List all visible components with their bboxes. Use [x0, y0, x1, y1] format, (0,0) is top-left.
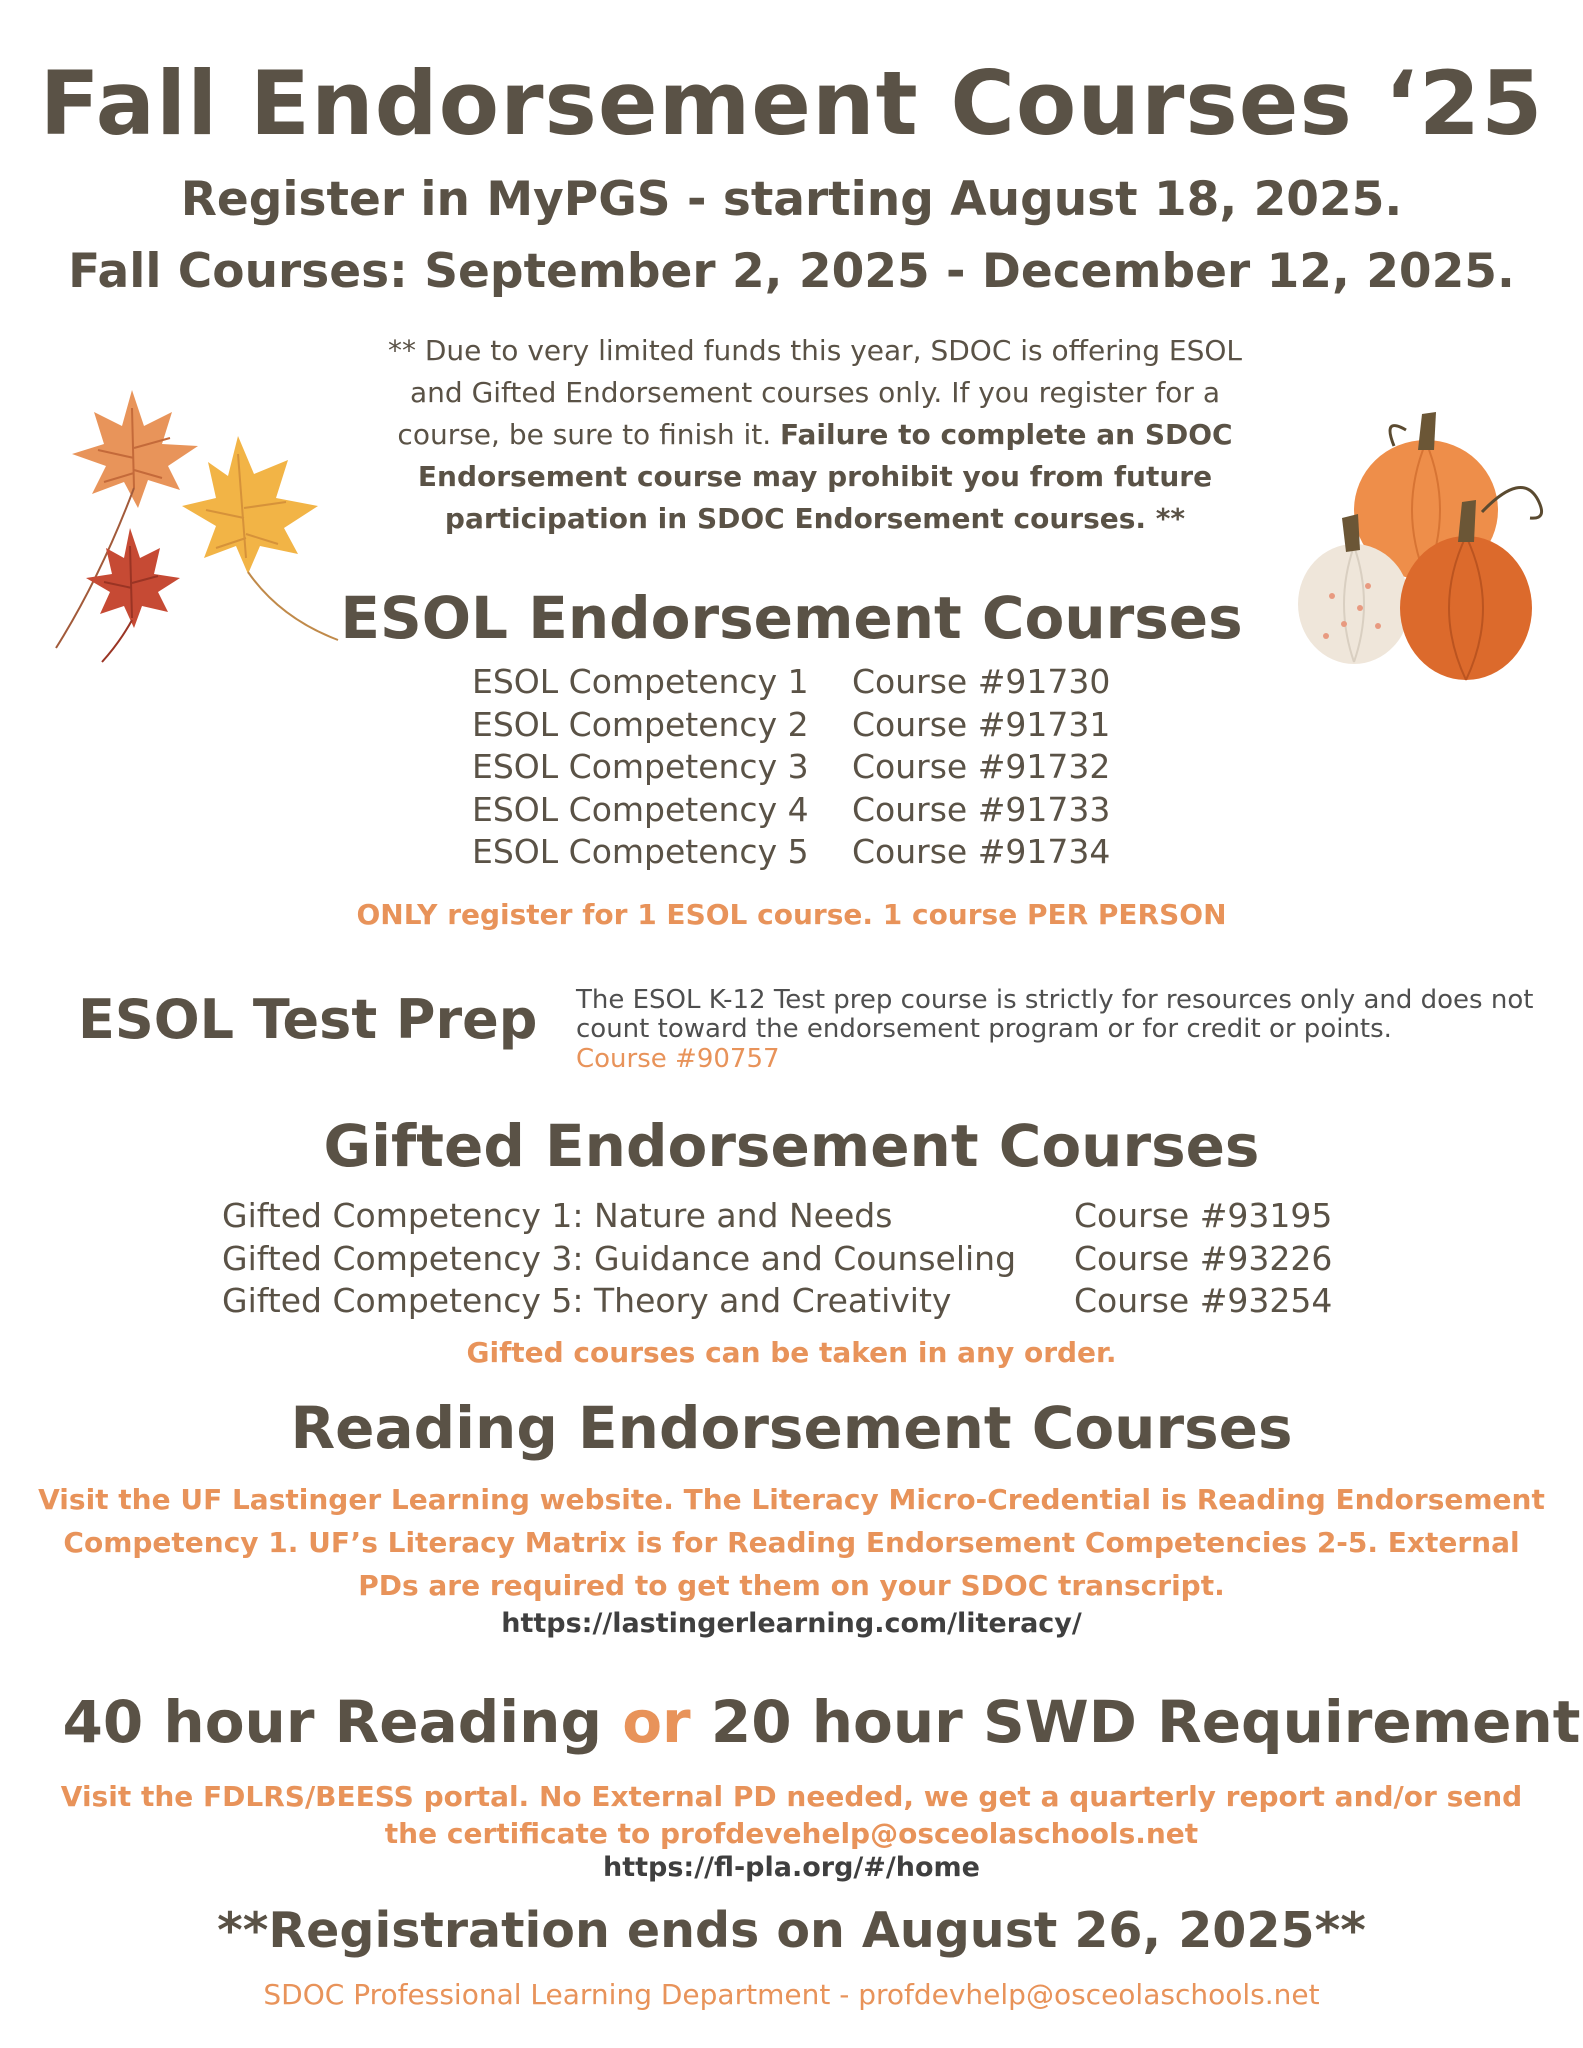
list-item: [0, 790, 1583, 833]
list-item: [0, 1196, 1583, 1239]
course-name: Gifted Competency 3: Guidance and Counseling: [222, 1238, 1017, 1278]
registration-deadline: **Registration ends on August 26, 2025**: [217, 1902, 1366, 1959]
list-item: [0, 705, 1583, 748]
course-name: ESOL Competency 4: [472, 789, 809, 829]
funds-notice: [360, 330, 1270, 540]
esol-course-list: [0, 662, 1583, 875]
course-number: Course #93226: [1074, 1238, 1333, 1278]
course-name: ESOL Competency 5: [472, 832, 809, 871]
course-number: Course #91734: [852, 832, 1111, 871]
reading-link[interactable]: https://lastingerlearning.com/literacy/: [501, 1608, 1082, 1639]
requirement-title-part2: 20 hour SWD Requirement: [690, 1688, 1581, 1756]
esol-registration-note: ONLY register for 1 ESOL course. 1 course PER PERSON: [356, 898, 1227, 931]
gifted-course-list: [0, 1196, 1583, 1324]
course-name: ESOL Competency 2: [472, 704, 809, 744]
course-number: Course #93195: [1074, 1196, 1333, 1235]
course-name: Gifted Competency 5: Theory and Creativity: [222, 1281, 952, 1320]
requirement-title-part1: 40 hour Reading: [62, 1688, 623, 1756]
course-name: ESOL Competency 1: [472, 662, 809, 701]
requirement-title-or: or: [622, 1688, 691, 1756]
esol-section-title: ESOL Endorsement Courses: [340, 584, 1243, 652]
footer-contact: SDOC Professional Learning Department - profdevhelp@osceolaschools.net: [263, 1978, 1320, 2011]
gifted-order-note: Gifted courses can be taken in any order.: [466, 1336, 1117, 1369]
course-name: ESOL Competency 3: [472, 747, 809, 786]
list-item: [0, 832, 1583, 875]
course-number: Course #91730: [852, 662, 1111, 701]
requirement-description: Visit the FDLRS/BEESS portal. No External PD needed, we get a quarterly report and/or send the certificate to profdevehelp@osceolaschools.net: [60, 1780, 1523, 1850]
list-item: [0, 747, 1583, 790]
list-item: [0, 662, 1583, 705]
test-prep-course-number: Course #90757: [576, 1044, 780, 1074]
course-number: Course #91732: [852, 747, 1111, 786]
page-title: Fall Endorsement Courses ‘25: [39, 52, 1544, 155]
course-number: Course #93254: [1074, 1281, 1333, 1320]
reading-section-title: Reading Endorsement Courses: [290, 1394, 1293, 1462]
funds-notice-warning: Failure to complete an SDOC Endorsement course may prohibit you from future participation in SDOC Endorsement courses. **: [417, 418, 1233, 535]
course-number: Course #91731: [852, 704, 1111, 744]
course-number: Course #91733: [852, 789, 1111, 829]
gifted-section-title: Gifted Endorsement Courses: [323, 1112, 1260, 1180]
list-item: [0, 1281, 1583, 1324]
test-prep-title: ESOL Test Prep: [78, 988, 538, 1051]
funds-notice-text: ** Due to very limited funds this year, SDOC is offering ESOL and Gifted Endorsement courses only. If you register for a course, be sure to finish it.: [387, 334, 1243, 451]
reading-description: Visit the UF Lastinger Learning website. The Literacy Micro-Credential is Reading Endorsement Competency 1. UF’s Literacy Matrix is for Reading Endorsement Competencies 2-5. External PDs are required to get them on your SDOC transcript.: [38, 1483, 1545, 1602]
requirement-link[interactable]: https://fl-pla.org/#/home: [603, 1852, 980, 1883]
course-name: Gifted Competency 1: Nature and Needs: [222, 1196, 893, 1235]
test-prep-description: The ESOL K-12 Test prep course is strictly for resources only and does not count toward the endorsement program or for credit or points.: [576, 985, 1534, 1044]
list-item: [0, 1239, 1583, 1282]
register-line: Register in MyPGS - starting August 18, 2025.: [180, 172, 1403, 227]
courses-dates: Fall Courses: September 2, 2025 - December 12, 2025.: [68, 244, 1515, 299]
requirement-title: [0, 1688, 1583, 1756]
